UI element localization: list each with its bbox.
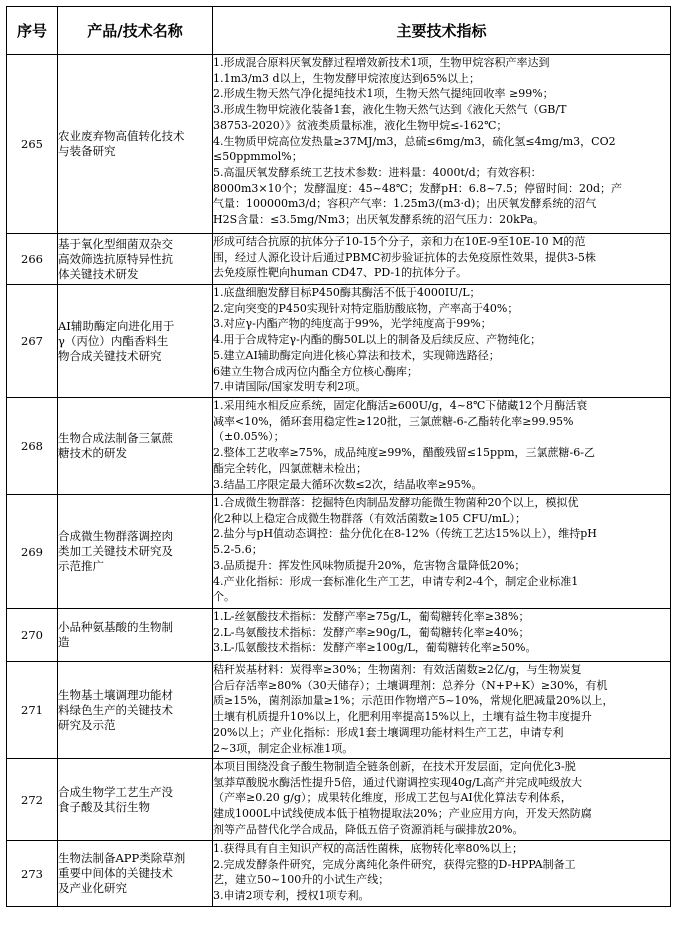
- indicator-line: 3.品质提升：挥发性风味物质提升20%，危害物含量降低20%；: [213, 558, 526, 572]
- indicator-line: ≤50ppmmol%；: [213, 150, 303, 164]
- product-name-line: 与装备研究: [58, 144, 116, 158]
- row-product-name: [58, 55, 213, 234]
- product-name-line: 合成微生物群落调控肉: [58, 529, 173, 543]
- product-name-line: 及产业化研究: [58, 881, 127, 895]
- indicator-line: 6建立生物合成丙位内酯全方位核心酶库；: [213, 364, 418, 378]
- product-name-line: γ（丙位）内酯香料生: [58, 333, 169, 348]
- indicator-line: 1.采用纯水相反应系统，固定化酶活≥600U/g，4~8℃下储藏12个月酶活衰: [213, 399, 588, 412]
- indicator-line: 质≥15%，菌剂添加量≥1%；示范田作物增产5~10%，常规化肥减量20%以上，: [213, 694, 614, 708]
- indicator-line: （产率≥0.20 g/g）；成果转化维度，形成工艺包与AI优化算法专利体系，: [213, 791, 572, 805]
- product-name-line: 高效筛选抗原特异性抗: [58, 251, 173, 266]
- indicator-line: 3.结晶工序限定最大循环次数≤2次，结晶收率≥95%。: [213, 477, 483, 491]
- product-name-line: 基于氧化型细菌双杂交: [58, 236, 173, 251]
- row-product-name: [58, 234, 213, 285]
- indicator-line: 1.获得具有自主知识产权的高活性菌株，底物转化率80%以上；: [213, 842, 523, 855]
- table-header-row: [7, 7, 671, 55]
- row-indicators: [213, 662, 671, 759]
- row-indicators: [213, 285, 671, 398]
- product-name-line: 糖技术的研发: [58, 446, 127, 460]
- row-indicators: [213, 495, 671, 609]
- indicator-line: 土壤有机质提升10%以上，化肥利用率提高15%以上，土壤有益生物丰度提升: [213, 710, 592, 724]
- indicator-line: 合后存活率≥80%（30天储存）；土壤调理剂：总养分（N+P+K）≥30%，有机: [213, 678, 608, 692]
- indicator-line: 2.形成生物天然气净化提纯技术1项，生物天然气提纯回收率 ≥99%；: [213, 87, 554, 101]
- row-product-name: [58, 841, 213, 907]
- indicator-line: 2.完成发酵条件研究，完成分离纯化条件研究，获得完整的D-HPPA制备工: [213, 857, 576, 871]
- indicator-line: 4.用于合成特定γ-内酯的酶50L以上的制备及后续反应、产物纯化；: [213, 333, 542, 347]
- row-indicators: [213, 759, 671, 841]
- header-serial-number: 序号: [7, 7, 58, 55]
- indicator-line: 5.2-5.6；: [213, 543, 263, 557]
- indicator-line: 个。: [213, 590, 235, 604]
- row-number: 273: [7, 841, 58, 907]
- indicator-line: 5.建立AI辅助酶定向进化核心算法和技术，实现筛选路径；: [213, 348, 500, 362]
- indicator-line: 减率<10%，循环套用稳定性≥120批，三氯蔗糖-6-乙酯转化率≥99.95%: [213, 414, 574, 428]
- indicator-line: 本项目围绕没食子酸生物制造全链条创新，在技术开发层面，定向优化3-脱: [213, 760, 576, 773]
- table-row: [7, 398, 671, 495]
- indicator-line: 3.申请2项专利，授权1项专利。: [213, 889, 370, 903]
- table-row: [7, 609, 671, 662]
- product-name-line: 造: [58, 635, 70, 649]
- indicator-line: 去免疫原性靶向human CD47、PD-1的抗体分子。: [213, 266, 468, 280]
- row-indicators: [213, 398, 671, 495]
- row-number: 268: [7, 398, 58, 495]
- indicator-line: 5.高温厌氧发酵系统工艺技术参数：进料量：4000t/d；有效容积：: [213, 165, 542, 179]
- table-row: [7, 759, 671, 841]
- indicator-line: 4.产业化指标：形成一套标准化生产工艺，申请专利2-4个，制定企业标准1: [213, 574, 579, 588]
- header-main-indicators: 主要技术指标: [213, 7, 671, 55]
- table-row: [7, 285, 671, 398]
- product-name-line: 物合成关键技术研究: [58, 348, 162, 363]
- row-number: 270: [7, 609, 58, 662]
- indicator-line: 气量：100000m3/d；容积产气率：1.25m3/(m3·d)；出厌氧发酵系统的沼气: [213, 197, 597, 211]
- product-name-line: 类加工关键技术研究及: [58, 544, 173, 558]
- table-row: [7, 662, 671, 759]
- table-row: [7, 55, 671, 234]
- row-product-name: [58, 285, 213, 398]
- product-name-line: 小品种氨基酸的生物制: [58, 620, 173, 634]
- indicator-line: 氢莽草酸脱水酶活性提升5倍，通过代谢调控实现40g/L高产并完成吨级放大: [213, 775, 583, 789]
- product-name-line: 农业废弃物高值转化技术: [58, 129, 185, 143]
- indicator-line: 2.整体工艺收率≥75%，成品纯度≥99%，醋酸残留≤15ppm，三氯蔗糖-6-乙: [213, 446, 595, 460]
- indicator-line: 2.L-鸟氨酸技术指标：发酵产率≥90g/L，葡萄糖转化率≥40%；: [213, 625, 530, 639]
- indicator-line: 围，经过人源化设计后通过PBMC初步验证抗体的去免疫原性效果，提供3-5株: [213, 250, 596, 264]
- row-indicators: [213, 609, 671, 662]
- indicator-line: 1.形成混合原料厌氧发酵过程增效新技术1项，生物甲烷容积产率达到: [213, 56, 550, 69]
- product-name-line: AI辅助酶定向进化用于: [58, 318, 175, 333]
- header-product-name: 产品/技术名称: [58, 7, 213, 55]
- product-name-line: 合成生物学工艺生产没: [58, 784, 173, 799]
- indicator-line: 4.生物质甲烷高位发热量≥37MJ/m3，总硫≤6mg/m3，硫化氢≤4mg/m3，CO2: [213, 134, 616, 148]
- product-name-line: 研究及示范: [58, 717, 116, 732]
- row-indicators: [213, 841, 671, 907]
- indicator-line: 1.底盘细胞发酵目标P450酶其酶活不低于4000IU/L；: [213, 286, 481, 299]
- product-name-line: 生物基土壤调理功能材: [58, 687, 173, 702]
- product-name-line: 体关键技术研发: [58, 266, 139, 281]
- product-name-line: 重要中间体的关键技术: [58, 866, 173, 880]
- row-indicators: [213, 55, 671, 234]
- row-number: 267: [7, 285, 58, 398]
- product-name-line: 食子酸及其衍生物: [58, 799, 150, 814]
- indicator-line: 8000m3×10个；发酵温度：45~48℃；发酵pH：6.8~7.5；停留时间：20d；产: [213, 181, 623, 195]
- product-name-line: 生物法制备APP类除草剂: [58, 851, 186, 865]
- indicator-line: 3.L-瓜氨酸技术指标：发酵产率≥100g/L，葡萄糖转化率≥50%。: [213, 641, 537, 655]
- indicator-line: 酯完全转化，四氯蔗糖未检出；: [213, 461, 367, 475]
- indicator-line: 形成可结合抗原的抗体分子10-15个分子，亲和力在10E-9至10E-10 M的范: [213, 235, 586, 248]
- indicator-line: 剂等产品替代化学合成品，降低五倍子资源消耗与碳排放20%。: [213, 822, 524, 836]
- indicator-line: 1.1m3/m3 d以上，生物发酵甲烷浓度达到65%以上；: [213, 71, 481, 85]
- product-name-line: 示范推广: [58, 559, 104, 573]
- row-product-name: [58, 759, 213, 841]
- indicator-line: 艺，建立50~100升的小试生产线；: [213, 873, 390, 887]
- indicator-line: （±0.05%）；: [213, 430, 285, 444]
- indicator-line: 3.对应γ-内酯产物的纯度高于99%，光学纯度高于99%；: [213, 317, 492, 331]
- indicator-line: 秸秆炭基材料：炭得率≥30%；生物菌剂：有效活菌数≥2亿/g，与生物炭复: [213, 663, 582, 676]
- indicator-line: 3.形成生物甲烷液化装备1套，液化生物天然气达到《液化天然气（GB/T: [213, 103, 567, 117]
- table-row: [7, 495, 671, 609]
- indicator-line: 38753-2020）》贫液类质量标准，液化生物甲烷≤-162℃；: [213, 118, 508, 132]
- row-number: 271: [7, 662, 58, 759]
- tech-index-table: [6, 6, 671, 907]
- indicator-line: 1.L-丝氨酸技术指标：发酵产率≥75g/L，葡萄糖转化率≥38%；: [213, 610, 530, 623]
- table-row: [7, 841, 671, 907]
- indicator-line: 7.申请国际/国家发明专利2项。: [213, 380, 367, 394]
- indicator-line: 建成1000L中试线使成本低于植物提取法20%；产业应用方向，开发天然防腐: [213, 807, 592, 821]
- row-product-name: [58, 495, 213, 609]
- row-product-name: [58, 662, 213, 759]
- row-number: 269: [7, 495, 58, 609]
- indicator-line: 2.定向突变的P450实现针对特定脂肪酸底物，产率高于40%；: [213, 301, 519, 315]
- product-name-line: 料绿色生产的关键技术: [58, 702, 173, 717]
- indicator-line: 20%以上；产业化指标：形成1套土壤调理功能材料生产工艺，申请专利: [213, 725, 564, 739]
- row-product-name: [58, 398, 213, 495]
- indicator-line: 化2种以上稳定合成微生物群落（有效活菌数≥105 CFU/mL）；: [213, 511, 526, 525]
- row-number: 272: [7, 759, 58, 841]
- indicator-line: 2~3项，制定企业标准1项。: [213, 741, 354, 755]
- row-indicators: [213, 234, 671, 285]
- row-number: 266: [7, 234, 58, 285]
- row-number: 265: [7, 55, 58, 234]
- indicator-line: H2S含量：≤3.5mg/Nm3；出厌氧发酵系统的沼气压力：20kPa。: [213, 213, 545, 227]
- indicator-line: 1.合成微生物群落：挖掘特色肉制品发酵功能微生物菌种20个以上，模拟优: [213, 496, 579, 509]
- row-product-name: [58, 609, 213, 662]
- indicator-line: 2.盐分与pH值动态调控：盐分优化在8-12%（传统工艺达15%以上），维持pH: [213, 527, 597, 541]
- product-name-line: 生物合成法制备三氯蔗: [58, 431, 173, 445]
- table-row: [7, 234, 671, 285]
